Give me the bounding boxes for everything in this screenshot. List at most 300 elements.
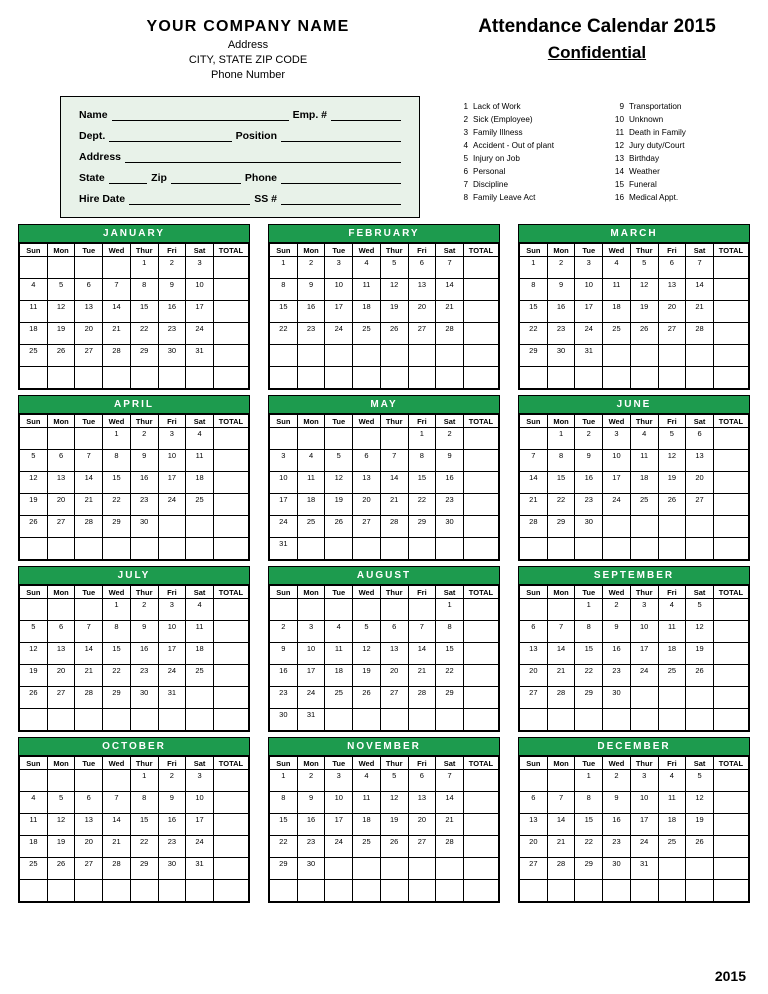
day-cell[interactable]: 2 (297, 257, 325, 279)
day-cell[interactable]: 11 (186, 450, 214, 472)
day-cell[interactable]: 1 (270, 770, 298, 792)
day-cell[interactable]: 15 (547, 472, 575, 494)
week-total-cell[interactable] (713, 599, 748, 621)
day-cell[interactable] (520, 428, 548, 450)
week-total-cell[interactable] (463, 792, 498, 814)
week-total-cell[interactable] (213, 279, 248, 301)
day-cell[interactable]: 5 (630, 257, 658, 279)
day-cell[interactable]: 14 (103, 301, 131, 323)
day-cell[interactable]: 3 (630, 599, 658, 621)
day-cell[interactable] (380, 345, 408, 367)
day-cell[interactable]: 15 (270, 301, 298, 323)
day-cell[interactable]: 1 (408, 428, 436, 450)
day-cell[interactable]: 21 (547, 665, 575, 687)
day-cell[interactable] (380, 599, 408, 621)
day-cell[interactable]: 28 (75, 687, 103, 709)
day-cell[interactable]: 6 (47, 450, 75, 472)
week-total-cell[interactable] (713, 301, 748, 323)
day-cell[interactable]: 23 (130, 494, 158, 516)
week-total-cell[interactable] (213, 301, 248, 323)
day-cell[interactable]: 25 (353, 836, 381, 858)
week-total-cell[interactable] (463, 345, 498, 367)
week-total-cell[interactable] (213, 687, 248, 709)
day-cell[interactable]: 30 (603, 687, 631, 709)
day-cell[interactable]: 13 (520, 814, 548, 836)
day-cell[interactable] (658, 345, 686, 367)
day-cell[interactable]: 30 (158, 858, 186, 880)
day-cell[interactable]: 19 (353, 665, 381, 687)
day-cell[interactable]: 6 (686, 428, 714, 450)
day-cell[interactable]: 31 (270, 538, 298, 560)
day-cell[interactable]: 29 (408, 516, 436, 538)
day-cell[interactable]: 24 (603, 494, 631, 516)
day-cell[interactable]: 13 (380, 643, 408, 665)
day-cell[interactable]: 10 (630, 792, 658, 814)
week-total-cell[interactable] (213, 836, 248, 858)
day-cell[interactable]: 19 (658, 472, 686, 494)
day-cell[interactable]: 21 (408, 665, 436, 687)
day-cell[interactable]: 15 (103, 472, 131, 494)
day-cell[interactable]: 7 (380, 450, 408, 472)
day-cell[interactable]: 23 (575, 494, 603, 516)
day-cell[interactable]: 28 (547, 687, 575, 709)
day-cell[interactable]: 5 (686, 770, 714, 792)
day-cell[interactable] (20, 709, 48, 731)
day-cell[interactable] (47, 709, 75, 731)
day-cell[interactable]: 8 (520, 279, 548, 301)
day-cell[interactable]: 3 (630, 770, 658, 792)
day-cell[interactable]: 21 (103, 323, 131, 345)
day-cell[interactable]: 1 (103, 599, 131, 621)
day-cell[interactable]: 8 (103, 621, 131, 643)
day-cell[interactable]: 7 (103, 792, 131, 814)
day-cell[interactable]: 31 (575, 345, 603, 367)
day-cell[interactable]: 29 (270, 858, 298, 880)
day-cell[interactable] (186, 880, 214, 902)
day-cell[interactable]: 31 (186, 858, 214, 880)
day-cell[interactable] (270, 345, 298, 367)
day-cell[interactable]: 1 (103, 428, 131, 450)
day-cell[interactable]: 5 (658, 428, 686, 450)
day-cell[interactable]: 13 (75, 301, 103, 323)
day-cell[interactable]: 14 (520, 472, 548, 494)
day-cell[interactable] (658, 367, 686, 389)
day-cell[interactable]: 10 (603, 450, 631, 472)
day-cell[interactable]: 11 (353, 279, 381, 301)
day-cell[interactable]: 5 (380, 257, 408, 279)
week-total-cell[interactable] (213, 345, 248, 367)
day-cell[interactable] (520, 880, 548, 902)
day-cell[interactable]: 16 (436, 472, 464, 494)
day-cell[interactable]: 30 (436, 516, 464, 538)
day-cell[interactable]: 2 (547, 257, 575, 279)
day-cell[interactable]: 17 (575, 301, 603, 323)
day-cell[interactable] (380, 880, 408, 902)
day-cell[interactable]: 21 (547, 836, 575, 858)
day-cell[interactable]: 25 (186, 665, 214, 687)
day-cell[interactable]: 5 (47, 279, 75, 301)
day-cell[interactable]: 2 (130, 428, 158, 450)
day-cell[interactable]: 8 (103, 450, 131, 472)
week-total-cell[interactable] (713, 836, 748, 858)
day-cell[interactable] (130, 709, 158, 731)
day-cell[interactable] (325, 599, 353, 621)
day-cell[interactable] (75, 880, 103, 902)
day-cell[interactable]: 30 (158, 345, 186, 367)
day-cell[interactable]: 6 (75, 792, 103, 814)
day-cell[interactable]: 19 (380, 301, 408, 323)
week-total-cell[interactable] (213, 880, 248, 902)
day-cell[interactable] (130, 880, 158, 902)
day-cell[interactable]: 20 (408, 301, 436, 323)
week-total-cell[interactable] (713, 516, 748, 538)
day-cell[interactable]: 9 (130, 450, 158, 472)
week-total-cell[interactable] (713, 279, 748, 301)
day-cell[interactable] (130, 367, 158, 389)
day-cell[interactable] (20, 257, 48, 279)
day-cell[interactable] (436, 709, 464, 731)
day-cell[interactable]: 18 (20, 836, 48, 858)
day-cell[interactable]: 5 (20, 450, 48, 472)
day-cell[interactable] (575, 367, 603, 389)
day-cell[interactable]: 4 (186, 599, 214, 621)
week-total-cell[interactable] (713, 428, 748, 450)
day-cell[interactable] (297, 367, 325, 389)
day-cell[interactable]: 21 (436, 301, 464, 323)
day-cell[interactable]: 27 (47, 687, 75, 709)
day-cell[interactable]: 29 (547, 516, 575, 538)
day-cell[interactable] (630, 516, 658, 538)
week-total-cell[interactable] (713, 858, 748, 880)
day-cell[interactable]: 19 (686, 643, 714, 665)
day-cell[interactable]: 9 (575, 450, 603, 472)
day-cell[interactable] (408, 880, 436, 902)
day-cell[interactable]: 22 (130, 836, 158, 858)
day-cell[interactable] (630, 367, 658, 389)
day-cell[interactable]: 3 (575, 257, 603, 279)
day-cell[interactable]: 28 (103, 345, 131, 367)
day-cell[interactable]: 27 (520, 687, 548, 709)
week-total-cell[interactable] (463, 301, 498, 323)
day-cell[interactable]: 21 (75, 665, 103, 687)
day-cell[interactable]: 22 (130, 323, 158, 345)
day-cell[interactable]: 21 (103, 836, 131, 858)
day-cell[interactable] (603, 538, 631, 560)
day-cell[interactable] (575, 709, 603, 731)
day-cell[interactable]: 30 (130, 687, 158, 709)
day-cell[interactable]: 27 (353, 516, 381, 538)
day-cell[interactable]: 13 (520, 643, 548, 665)
day-cell[interactable]: 25 (658, 836, 686, 858)
day-cell[interactable]: 7 (436, 770, 464, 792)
day-cell[interactable]: 20 (408, 814, 436, 836)
day-cell[interactable]: 27 (75, 858, 103, 880)
day-cell[interactable] (325, 367, 353, 389)
day-cell[interactable]: 26 (20, 687, 48, 709)
day-cell[interactable] (686, 516, 714, 538)
day-cell[interactable]: 14 (547, 814, 575, 836)
week-total-cell[interactable] (713, 257, 748, 279)
day-cell[interactable]: 5 (20, 621, 48, 643)
day-cell[interactable]: 24 (186, 836, 214, 858)
day-cell[interactable]: 27 (408, 836, 436, 858)
week-total-cell[interactable] (713, 709, 748, 731)
week-total-cell[interactable] (463, 709, 498, 731)
day-cell[interactable]: 16 (158, 814, 186, 836)
week-total-cell[interactable] (213, 367, 248, 389)
day-cell[interactable]: 28 (436, 836, 464, 858)
day-cell[interactable]: 9 (603, 621, 631, 643)
day-cell[interactable]: 31 (158, 687, 186, 709)
day-cell[interactable]: 30 (270, 709, 298, 731)
day-cell[interactable] (520, 538, 548, 560)
day-cell[interactable] (297, 345, 325, 367)
week-total-cell[interactable] (463, 814, 498, 836)
day-cell[interactable] (408, 345, 436, 367)
day-cell[interactable]: 26 (658, 494, 686, 516)
day-cell[interactable]: 6 (408, 257, 436, 279)
week-total-cell[interactable] (213, 450, 248, 472)
day-cell[interactable]: 8 (575, 621, 603, 643)
day-cell[interactable]: 9 (297, 279, 325, 301)
day-cell[interactable]: 18 (603, 301, 631, 323)
day-cell[interactable]: 10 (158, 450, 186, 472)
day-cell[interactable]: 12 (47, 301, 75, 323)
day-cell[interactable]: 24 (630, 665, 658, 687)
day-cell[interactable] (47, 367, 75, 389)
week-total-cell[interactable] (213, 257, 248, 279)
day-cell[interactable]: 21 (686, 301, 714, 323)
day-cell[interactable]: 7 (75, 621, 103, 643)
week-total-cell[interactable] (463, 643, 498, 665)
day-cell[interactable] (408, 599, 436, 621)
day-cell[interactable] (520, 599, 548, 621)
day-cell[interactable]: 6 (353, 450, 381, 472)
week-total-cell[interactable] (213, 709, 248, 731)
day-cell[interactable] (270, 880, 298, 902)
day-cell[interactable] (297, 428, 325, 450)
day-cell[interactable]: 28 (408, 687, 436, 709)
day-cell[interactable]: 14 (436, 792, 464, 814)
day-cell[interactable]: 8 (575, 792, 603, 814)
day-cell[interactable] (408, 858, 436, 880)
week-total-cell[interactable] (713, 345, 748, 367)
day-cell[interactable]: 23 (603, 665, 631, 687)
day-cell[interactable] (20, 770, 48, 792)
day-cell[interactable]: 26 (47, 345, 75, 367)
day-cell[interactable] (186, 367, 214, 389)
week-total-cell[interactable] (213, 792, 248, 814)
day-cell[interactable]: 1 (575, 599, 603, 621)
day-cell[interactable] (75, 428, 103, 450)
day-cell[interactable]: 24 (158, 494, 186, 516)
week-total-cell[interactable] (213, 428, 248, 450)
day-cell[interactable] (380, 428, 408, 450)
day-cell[interactable]: 15 (270, 814, 298, 836)
day-cell[interactable]: 11 (20, 814, 48, 836)
week-total-cell[interactable] (713, 494, 748, 516)
week-total-cell[interactable] (463, 367, 498, 389)
day-cell[interactable] (436, 858, 464, 880)
day-cell[interactable]: 4 (353, 257, 381, 279)
day-cell[interactable]: 28 (520, 516, 548, 538)
day-cell[interactable] (353, 367, 381, 389)
day-cell[interactable]: 22 (103, 494, 131, 516)
day-cell[interactable]: 1 (520, 257, 548, 279)
day-cell[interactable]: 28 (75, 516, 103, 538)
day-cell[interactable]: 19 (47, 836, 75, 858)
day-cell[interactable] (47, 599, 75, 621)
day-cell[interactable]: 30 (297, 858, 325, 880)
day-cell[interactable]: 16 (130, 643, 158, 665)
day-cell[interactable]: 9 (270, 643, 298, 665)
day-cell[interactable]: 27 (47, 516, 75, 538)
day-cell[interactable]: 13 (75, 814, 103, 836)
day-cell[interactable]: 11 (658, 621, 686, 643)
day-cell[interactable]: 26 (686, 665, 714, 687)
day-cell[interactable] (186, 687, 214, 709)
day-cell[interactable]: 10 (325, 279, 353, 301)
day-cell[interactable]: 18 (630, 472, 658, 494)
day-cell[interactable]: 3 (325, 770, 353, 792)
day-cell[interactable]: 23 (547, 323, 575, 345)
day-cell[interactable]: 6 (75, 279, 103, 301)
day-cell[interactable]: 17 (158, 643, 186, 665)
day-cell[interactable]: 20 (520, 665, 548, 687)
day-cell[interactable] (75, 538, 103, 560)
day-cell[interactable] (297, 538, 325, 560)
week-total-cell[interactable] (713, 880, 748, 902)
day-cell[interactable]: 28 (686, 323, 714, 345)
day-cell[interactable]: 21 (380, 494, 408, 516)
week-total-cell[interactable] (463, 450, 498, 472)
day-cell[interactable]: 12 (47, 814, 75, 836)
day-cell[interactable] (436, 880, 464, 902)
day-cell[interactable]: 31 (630, 858, 658, 880)
day-cell[interactable] (353, 709, 381, 731)
week-total-cell[interactable] (463, 257, 498, 279)
day-cell[interactable] (630, 687, 658, 709)
day-cell[interactable]: 18 (297, 494, 325, 516)
day-cell[interactable]: 5 (380, 770, 408, 792)
day-cell[interactable] (158, 516, 186, 538)
week-total-cell[interactable] (213, 323, 248, 345)
day-cell[interactable] (353, 345, 381, 367)
week-total-cell[interactable] (463, 599, 498, 621)
day-cell[interactable]: 12 (20, 643, 48, 665)
day-cell[interactable]: 27 (686, 494, 714, 516)
day-cell[interactable]: 8 (130, 279, 158, 301)
day-cell[interactable]: 14 (103, 814, 131, 836)
day-cell[interactable] (47, 257, 75, 279)
day-cell[interactable]: 12 (20, 472, 48, 494)
day-cell[interactable] (353, 858, 381, 880)
day-cell[interactable]: 14 (436, 279, 464, 301)
day-cell[interactable]: 22 (436, 665, 464, 687)
day-cell[interactable]: 18 (658, 643, 686, 665)
day-cell[interactable] (547, 880, 575, 902)
day-cell[interactable]: 18 (658, 814, 686, 836)
day-cell[interactable]: 20 (75, 323, 103, 345)
day-cell[interactable]: 16 (297, 301, 325, 323)
day-cell[interactable]: 13 (686, 450, 714, 472)
day-cell[interactable] (47, 428, 75, 450)
day-cell[interactable]: 10 (158, 621, 186, 643)
week-total-cell[interactable] (463, 538, 498, 560)
day-cell[interactable]: 21 (75, 494, 103, 516)
day-cell[interactable]: 22 (103, 665, 131, 687)
week-total-cell[interactable] (463, 516, 498, 538)
position-input[interactable] (281, 130, 401, 142)
hire-date-input[interactable] (129, 193, 250, 205)
day-cell[interactable] (630, 345, 658, 367)
day-cell[interactable]: 30 (130, 516, 158, 538)
day-cell[interactable]: 22 (575, 836, 603, 858)
day-cell[interactable]: 4 (658, 770, 686, 792)
day-cell[interactable]: 29 (130, 858, 158, 880)
day-cell[interactable] (186, 516, 214, 538)
day-cell[interactable] (325, 428, 353, 450)
day-cell[interactable]: 25 (325, 687, 353, 709)
day-cell[interactable] (75, 599, 103, 621)
day-cell[interactable]: 25 (297, 516, 325, 538)
day-cell[interactable]: 9 (547, 279, 575, 301)
day-cell[interactable] (103, 257, 131, 279)
day-cell[interactable]: 23 (436, 494, 464, 516)
day-cell[interactable]: 5 (686, 599, 714, 621)
day-cell[interactable]: 19 (630, 301, 658, 323)
day-cell[interactable]: 17 (630, 643, 658, 665)
dept-input[interactable] (109, 130, 231, 142)
day-cell[interactable]: 15 (130, 814, 158, 836)
day-cell[interactable]: 14 (75, 643, 103, 665)
day-cell[interactable]: 18 (353, 301, 381, 323)
day-cell[interactable] (686, 367, 714, 389)
day-cell[interactable] (547, 599, 575, 621)
day-cell[interactable]: 20 (686, 472, 714, 494)
day-cell[interactable] (380, 367, 408, 389)
day-cell[interactable]: 28 (436, 323, 464, 345)
day-cell[interactable]: 1 (436, 599, 464, 621)
week-total-cell[interactable] (713, 450, 748, 472)
week-total-cell[interactable] (463, 858, 498, 880)
day-cell[interactable] (297, 880, 325, 902)
day-cell[interactable]: 8 (408, 450, 436, 472)
day-cell[interactable]: 25 (603, 323, 631, 345)
day-cell[interactable] (158, 367, 186, 389)
day-cell[interactable] (353, 538, 381, 560)
day-cell[interactable]: 7 (686, 257, 714, 279)
day-cell[interactable]: 3 (297, 621, 325, 643)
day-cell[interactable] (436, 367, 464, 389)
day-cell[interactable]: 20 (520, 836, 548, 858)
day-cell[interactable] (686, 709, 714, 731)
day-cell[interactable] (103, 367, 131, 389)
day-cell[interactable]: 3 (186, 257, 214, 279)
day-cell[interactable]: 16 (547, 301, 575, 323)
day-cell[interactable]: 26 (20, 516, 48, 538)
day-cell[interactable]: 19 (686, 814, 714, 836)
day-cell[interactable] (20, 367, 48, 389)
day-cell[interactable]: 24 (186, 323, 214, 345)
week-total-cell[interactable] (213, 472, 248, 494)
day-cell[interactable]: 11 (297, 472, 325, 494)
week-total-cell[interactable] (713, 665, 748, 687)
day-cell[interactable] (103, 709, 131, 731)
day-cell[interactable]: 13 (47, 472, 75, 494)
day-cell[interactable]: 4 (325, 621, 353, 643)
day-cell[interactable]: 12 (686, 621, 714, 643)
